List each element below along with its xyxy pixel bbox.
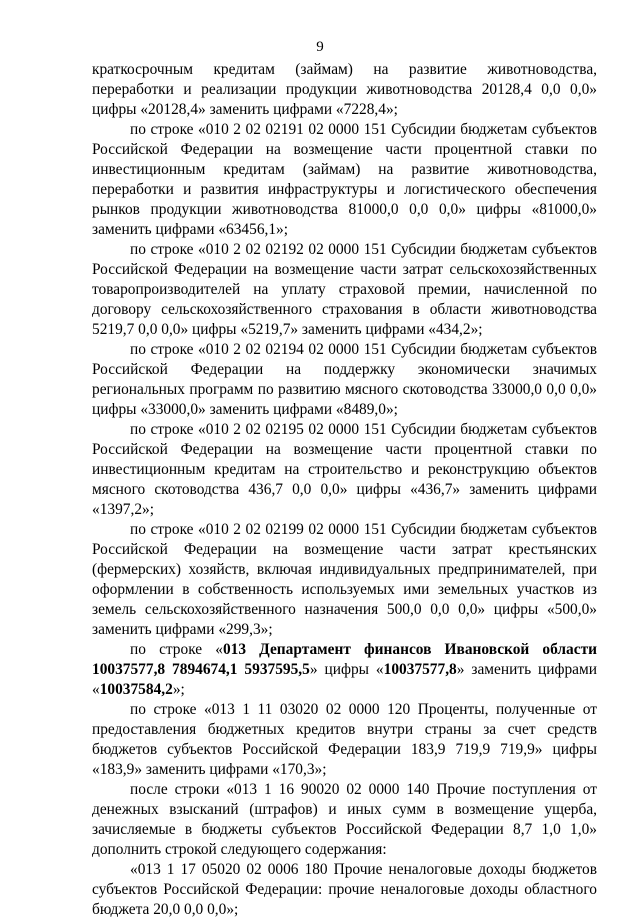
text-fragment: » цифры « <box>309 661 384 678</box>
text-fragment: » заменить цифрами « <box>92 661 597 698</box>
paragraph-line-02199: по строке «010 2 02 02199 02 0000 151 Субсидии бюджетам субъектов Российской Федерации на возмещение части затрат крестьянских (фермерских) хозяйств, включая индивидуальных предпринимателей, при оформлении в собственность используемых ими земельных участков из земель сельскохозяйственного назначения 500,0 0,0 0,0» цифры «500,0» заменить цифрами «299,3»; <box>92 521 597 638</box>
document-body <box>92 60 597 920</box>
paragraph-line-02192: по строке «010 2 02 02192 02 0000 151 Субсидии бюджетам субъектов Российской Федерации на возмещение части затрат сельскохозяйственных товаропроизводителей на уплату страховой премии, начисленной по договору сельскохозяйственного страхования в области животноводства 5219,7 0,0 0,0» цифры «5219,7» заменить цифрами «434,2»; <box>92 241 597 338</box>
paragraph-department-013 <box>92 640 597 700</box>
new-value-bold: 10037584,2 <box>99 681 173 698</box>
old-value-bold: 10037577,8 <box>383 661 457 678</box>
paragraph-continuation: краткосрочным кредитам (займам) на развитие животноводства, переработки и реализации продукции животноводства 20128,4 0,0 0,0» цифры «20128,4» заменить цифрами «7228,4»; <box>92 61 597 118</box>
paragraph-line-03020: по строке «013 1 11 03020 02 0000 120 Проценты, полученные от предоставления бюджетных кредитов внутри страны за счет средств бюджетов субъектов Российской Федерации 183,9 719,9 719,9» цифры «183,9» заменить цифрами «170,3»; <box>92 701 597 778</box>
paragraph-line-02195: по строке «010 2 02 02195 02 0000 151 Субсидии бюджетам субъектов Российской Федерации на возмещение части процентной ставки по инвестиционным кредитам на строительство и реконструкцию объектов мясного скотоводства 436,7 0,0 0,0» цифры «436,7» заменить цифрами «1397,2»; <box>92 421 597 518</box>
paragraph-line-02194: по строке «010 2 02 02194 02 0000 151 Субсидии бюджетам субъектов Российской Федерации на поддержку экономически значимых региональных программ по развитию мясного скотоводства 33000,0 0,0 0,0» цифры «33000,0» заменить цифрами «8489,0»; <box>92 341 597 418</box>
page-number: 9 <box>316 39 324 55</box>
paragraph-line-05020: «013 1 17 05020 02 0006 180 Прочие неналоговые доходы бюджетов субъектов Российской Федерации: прочие неналоговые доходы областного бюджета 20,0 0,0 0,0»; <box>92 861 597 918</box>
department-heading-bold: 013 Департамент финансов Ивановской области 10037577,8 7894674,1 5937595,5 <box>92 641 597 678</box>
paragraph-line-02191: по строке «010 2 02 02191 02 0000 151 Субсидии бюджетам субъектов Российской Федерации на возмещение части процентной ставки по инвестиционным кредитам (займам) на развитие животноводства, переработки и развития инфраструктуры и логистического обеспечения рынков продукции животноводства 81000,0 0,0 0,0» цифры «81000,0» заменить цифрами «63456,1»; <box>92 121 597 238</box>
text-fragment: по строке « <box>130 641 223 658</box>
text-fragment: »; <box>172 681 185 698</box>
paragraph-line-90020: после строки «013 1 16 90020 02 0000 140 Прочие поступления от денежных взысканий (штрафов) и иных сумм в возмещение ущерба, зачисляемые в бюджеты субъектов Российской Федерации 8,7 1,0 1,0» дополнить строкой следующего содержания: <box>92 781 597 858</box>
